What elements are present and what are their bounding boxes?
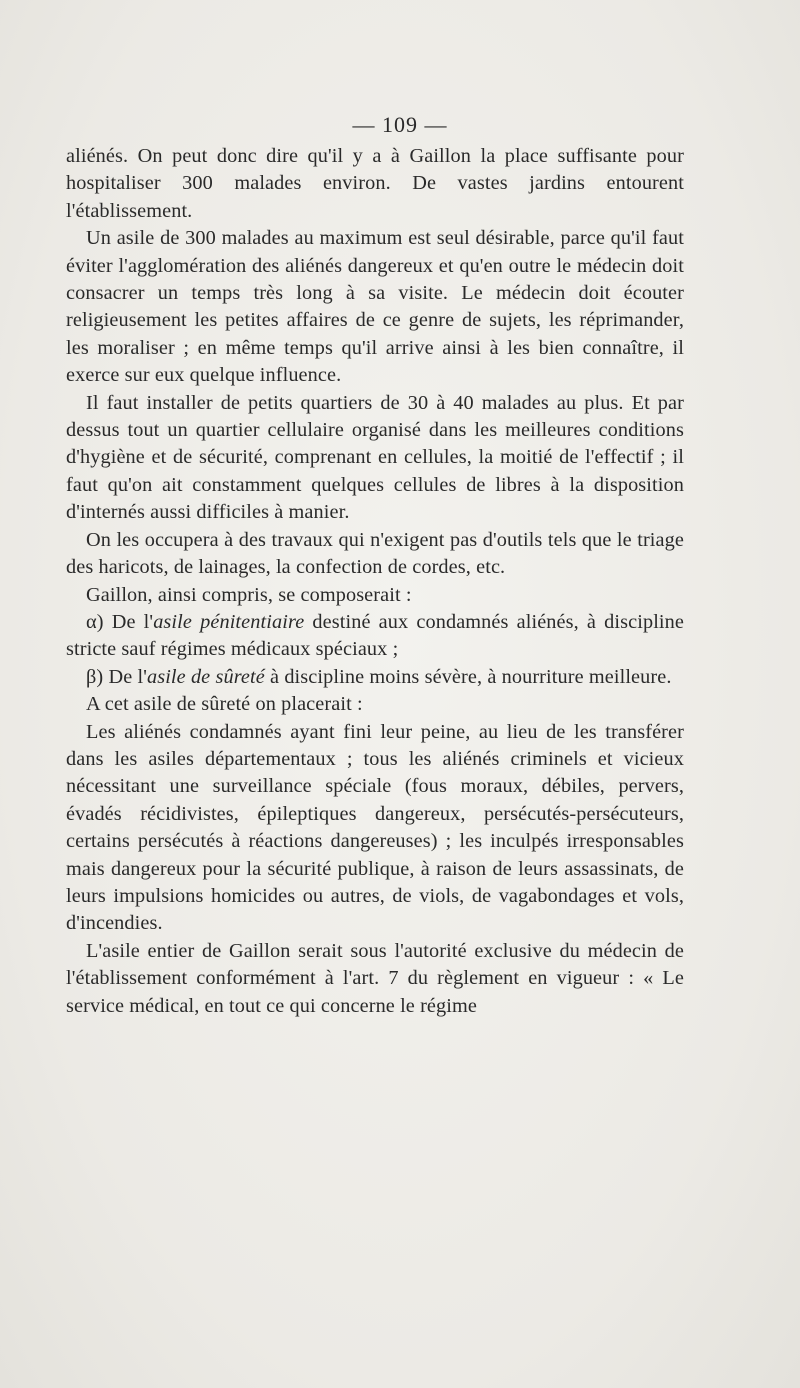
alpha-suffix: destiné aux condamnés aliénés, à discipline stricte sauf régimes médicaux spéciaux ; [66, 610, 685, 661]
paragraph-3: Il faut installer de petits quartiers de 30 à 40 malades au plus. Et par dessus tout un quartier cellulaire organisé dans les meilleures conditions d'hygiène et de sécurité, comprenant en cellules, la moitié de l'effectif ; il faut qu'on ait constamment quelques cellules de libres à la disposition d'internés aussi difficiles à manier. [66, 391, 684, 524]
beta-prefix: De l' [108, 665, 147, 688]
list-item-alpha [66, 609, 684, 664]
alpha-italic: asile pénitentiaire [153, 610, 305, 633]
paragraph-4: On les occupera à des travaux qui n'exigent pas d'outils tels que le triage des haricots, de lainages, la confection de cordes, etc. [66, 528, 684, 579]
paragraph-2: Un asile de 300 malades au maximum est seul désirable, parce qu'il faut éviter l'agglomération des aliénés dangereux et qu'en outre le médecin doit consacrer un temps très long à sa visite. Le médecin doit écouter religieusement les petites affaires de ce genre de sujets, les réprimander, les moraliser ; en même temps qu'il arrive ainsi à les bien connaître, il exerce sur eux quelque influence. [66, 227, 684, 387]
beta-marker: β) [86, 665, 104, 688]
body-text [66, 143, 684, 1020]
paragraph-7: Les aliénés condamnés ayant fini leur peine, au lieu de les transférer dans les asiles départementaux ; tous les aliénés criminels et vicieux nécessitant une surveillance spéciale (fous moraux, débiles, pervers, évadés récidivistes, épileptiques dangereux, persécutés-persécuteurs, certains persécutés à réactions dangereuses) ; les inculpés irresponsables mais dangereux pour la sécurité publique, à raison de leurs assassinats, de leurs impulsions homicides ou autres, de viols, de vagabondages et vols, d'incendies. [66, 720, 684, 935]
paragraph-6: A cet asile de sûreté on placerait : [86, 693, 363, 716]
paragraph-1: aliénés. On peut donc dire qu'il y a à Gaillon la place suffisante pour hospitaliser 300 malades environ. De vastes jardins entourent l'établissement. [66, 145, 684, 222]
paragraph-5: Gaillon, ainsi compris, se composerait : [86, 583, 412, 606]
alpha-prefix: De l' [111, 610, 154, 633]
page-number: — 109 — [352, 112, 448, 137]
alpha-marker: α) [86, 610, 104, 633]
paragraph-8: L'asile entier de Gaillon serait sous l'autorité exclusive du médecin de l'établissement conformément à l'art. 7 du règlement en vigueur : « Le service médical, en tout ce qui concerne le régime [66, 939, 684, 1017]
beta-italic: asile de sûreté [146, 665, 265, 688]
list-item-beta [66, 664, 684, 691]
beta-suffix: à discipline moins sévère, à nourriture meilleure. [264, 665, 672, 688]
